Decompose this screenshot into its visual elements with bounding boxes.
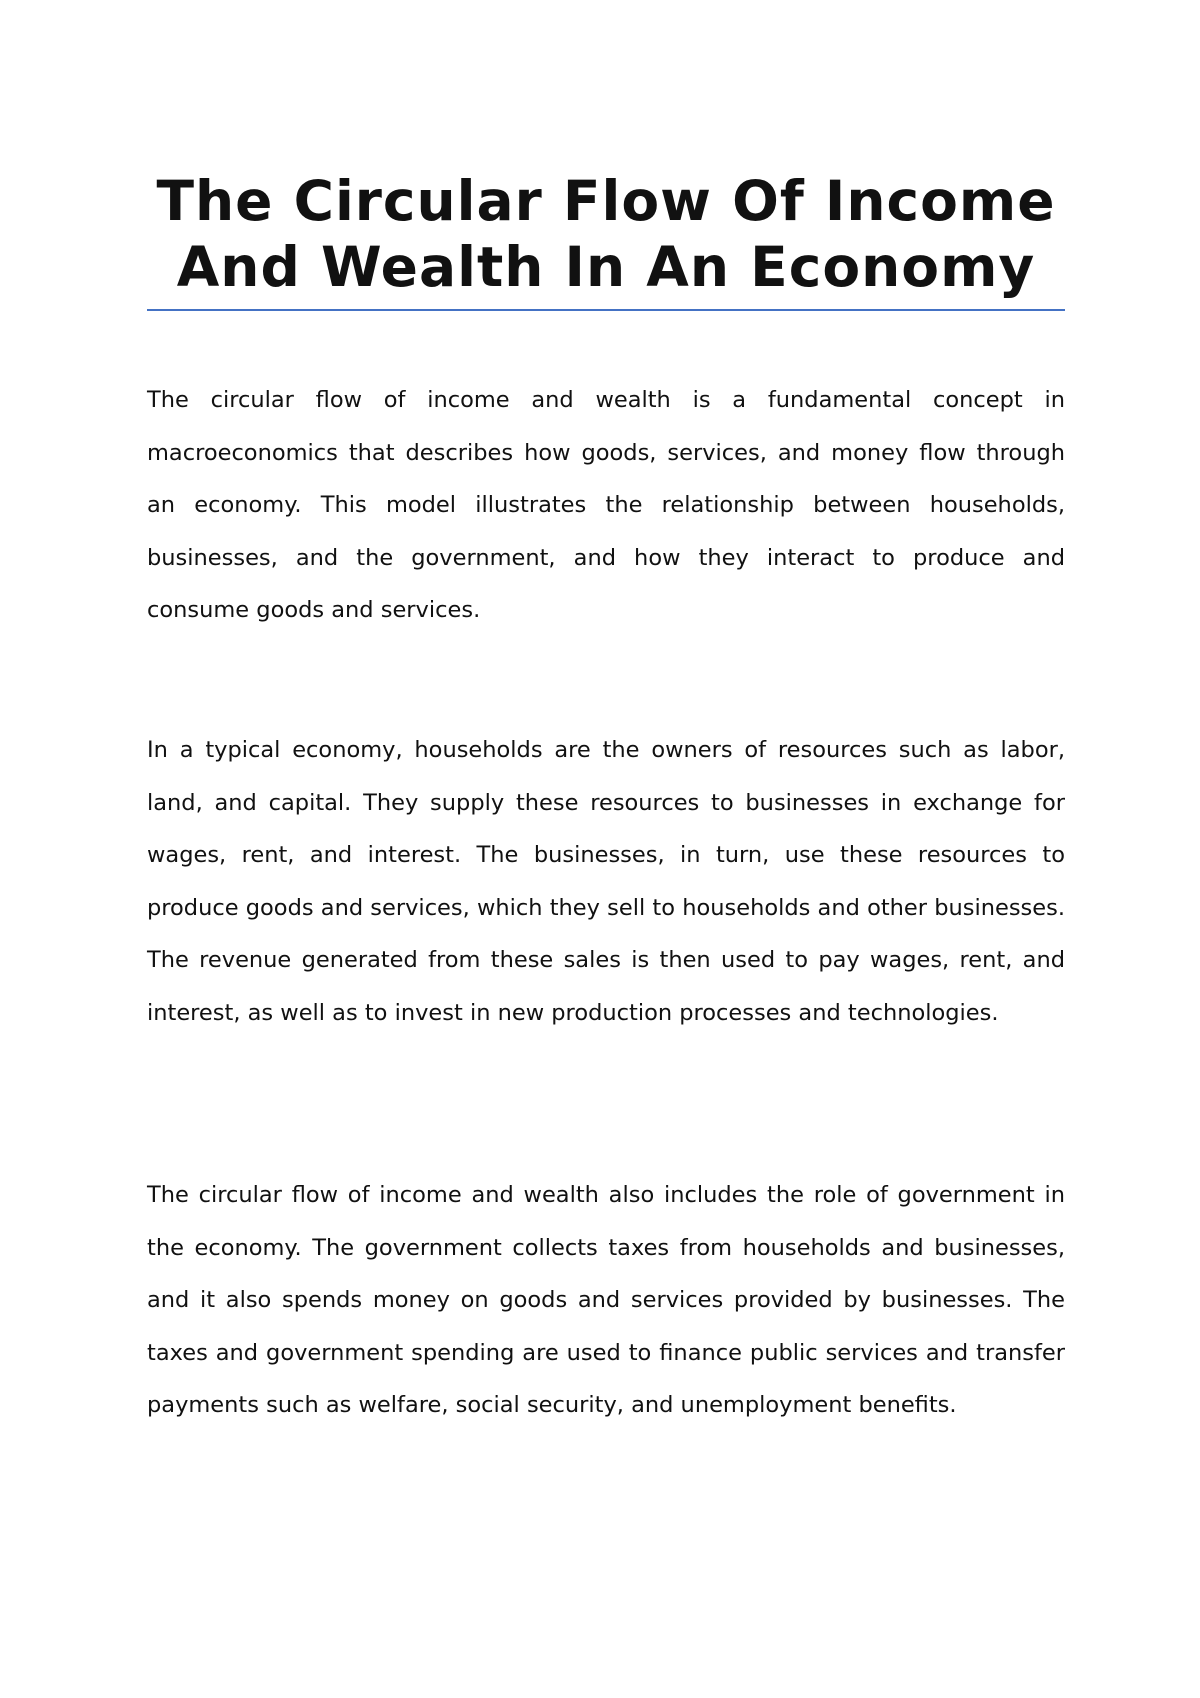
document-title bbox=[147, 168, 1065, 300]
paragraph-3: The circular flow of income and wealth also includes the role of government in the economy. The government collects taxes from households and businesses, and it also spends money on goods and services provided by businesses. The taxes and government spending are used to finance public services and transfer payments such as welfare, social security, and unemployment benefits. bbox=[147, 1182, 1065, 1418]
title-line-2: And Wealth In An Economy bbox=[176, 235, 1036, 299]
paragraph-1: The circular flow of income and wealth is a fundamental concept in macroeconomics that describes how goods, services, and money flow through an economy. This model illustrates the relationship between households, businesses, and the government, and how they interact to produce and consume goods and services. bbox=[147, 387, 1065, 623]
title-underline-rule bbox=[147, 309, 1065, 311]
title-line-1: The Circular Flow Of Income bbox=[156, 169, 1056, 233]
title-block bbox=[147, 168, 1065, 300]
paragraph-2: In a typical economy, households are the owners of resources such as labor, land, and capital. They supply these resources to businesses in exchange for wages, rent, and interest. The businesses, in turn, use these resources to produce goods and services, which they sell to households and other businesses. The revenue generated from these sales is then used to pay wages, rent, and interest, as well as to invest in new production processes and technologies. bbox=[147, 737, 1065, 1026]
